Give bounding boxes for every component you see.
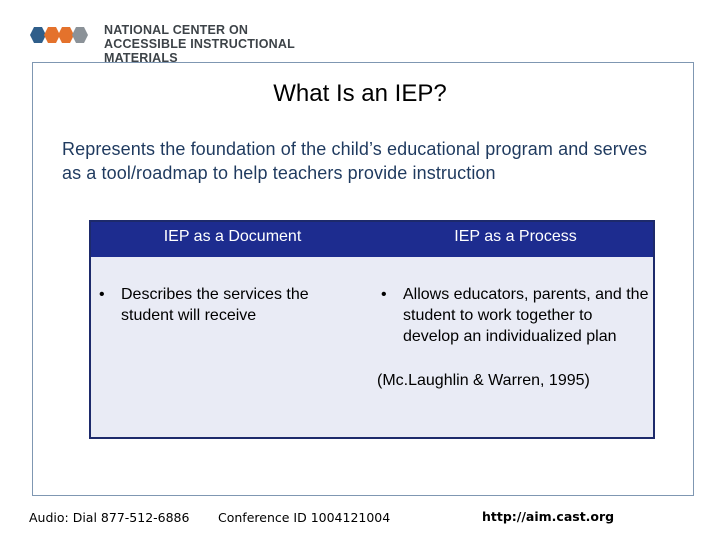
column-heading-process: IEP as a Process [454,228,577,245]
bullet-text: Describes the services the student will receive [121,286,309,324]
bullet-dot: • [381,286,387,303]
bullet-text: Allows educators, parents, and the student to work together to develop an individualized plan [403,286,649,345]
column-heading-document: IEP as a Document [163,228,302,245]
footer-url-link[interactable]: http://aim.cast.org [482,509,615,524]
org-name [104,24,364,65]
footer-audio: Audio: Dial 877-512-6886 [29,510,190,525]
comparison-table [89,220,655,439]
footer-conference-id: Conference ID 1004121004 [218,510,391,525]
bullet-process [381,284,651,347]
citation: (Mc.Laughlin & Warren, 1995) [377,372,590,389]
org-logo [24,23,364,65]
bullet-dot: • [99,286,105,303]
org-name-line1: NATIONAL CENTER ON [104,23,249,37]
logo-hexagons-icon [24,23,102,51]
comparison-header [91,222,653,257]
slide-title: What Is an IEP? [273,80,447,107]
org-name-line2: ACCESSIBLE INSTRUCTIONAL MATERIALS [104,37,295,65]
intro-text: Represents the foundation of the child’s educational program and serves as a tool/roadmap to help teachers provide instruction [62,139,648,183]
bullet-document [99,284,349,326]
